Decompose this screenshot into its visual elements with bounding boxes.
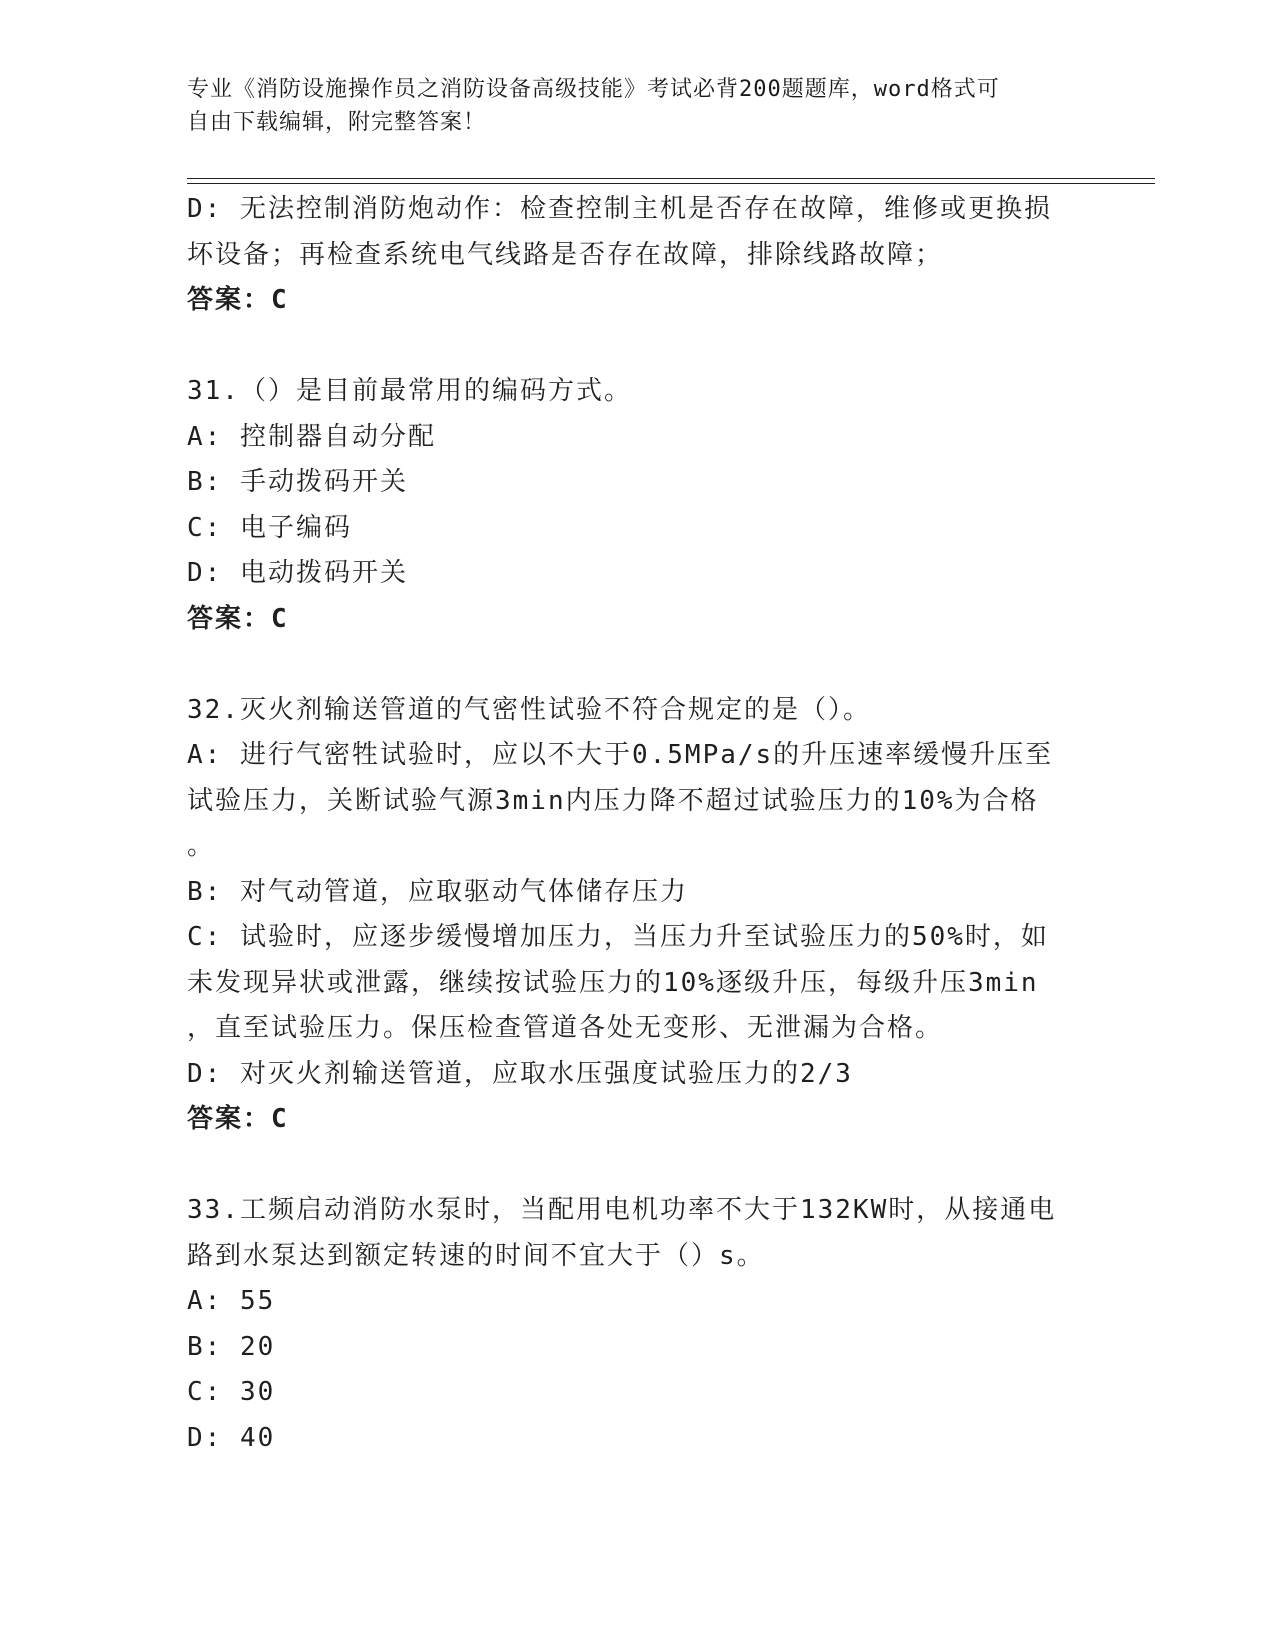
option-b: B: 20 bbox=[187, 1331, 276, 1362]
option-c: C: 试验时，应逐步缓慢增加压力，当压力升至试验压力的50%时，如 bbox=[187, 922, 1049, 952]
option-c: C: 电子编码 bbox=[187, 512, 352, 543]
answer-label: 答案：C bbox=[187, 603, 289, 634]
question-33 bbox=[187, 1188, 1087, 1461]
option-c: ，直至试验压力。保压检查管道各处无变形、无泄漏为合格。 bbox=[187, 1013, 944, 1043]
option-a: 。 bbox=[187, 831, 216, 861]
spacer bbox=[187, 324, 1087, 370]
header-rule-bottom bbox=[187, 183, 1155, 184]
option-d-line: 坏设备；再检查系统电气线路是否存在故障，排除线路故障； bbox=[187, 239, 944, 270]
question-stem: 路到水泵达到额定转速的时间不宜大于（）s。 bbox=[187, 1240, 765, 1271]
previous-question-tail bbox=[187, 187, 1087, 324]
option-c: C: 30 bbox=[187, 1377, 276, 1407]
option-b: B: 手动拨码开关 bbox=[187, 467, 408, 497]
header-rule-top bbox=[187, 178, 1155, 179]
answer-label: 答案：C bbox=[187, 1104, 289, 1134]
document-header bbox=[187, 73, 1077, 139]
option-a: A: 55 bbox=[187, 1286, 276, 1316]
question-stem: 33.工频启动消防水泵时，当配用电机功率不大于132KW时，从接通电 bbox=[187, 1195, 1057, 1225]
option-c: 未发现异状或泄露，继续按试验压力的10%逐级升压，每级升压3min bbox=[187, 967, 1039, 998]
option-d: D: 40 bbox=[187, 1422, 276, 1453]
option-b: B: 对气动管道，应取驱动气体储存压力 bbox=[187, 876, 688, 907]
option-a: 试验压力，关断试验气源3min内压力降不超过试验压力的10%为合格 bbox=[187, 785, 1039, 816]
option-a: A: 控制器自动分配 bbox=[187, 421, 436, 452]
header-line-2: 自由下载编辑，附完整答案！ bbox=[187, 110, 487, 135]
header-line-1: 专业《消防设施操作员之消防设备高级技能》考试必背200题题库，word格式可 bbox=[187, 77, 1000, 102]
question-32 bbox=[187, 688, 1087, 1143]
option-d-line: D: 无法控制消防炮动作：检查控制主机是否存在故障，维修或更换损 bbox=[187, 194, 1052, 224]
question-content bbox=[187, 187, 1087, 1461]
question-31 bbox=[187, 369, 1087, 642]
spacer bbox=[187, 642, 1087, 688]
question-stem: 32.灭火剂输送管道的气密性试验不符合规定的是（）。 bbox=[187, 694, 871, 725]
option-a: A: 进行气密牲试验时，应以不大于0.5MPa/s的升压速率缓慢升压至 bbox=[187, 740, 1054, 770]
option-d: D: 对灭火剂输送管道，应取水压强度试验压力的2/3 bbox=[187, 1058, 853, 1089]
question-stem: 31.（）是目前最常用的编码方式。 bbox=[187, 376, 632, 406]
spacer bbox=[187, 1143, 1087, 1189]
answer-label: 答案：C bbox=[187, 285, 289, 315]
option-d: D: 电动拨码开关 bbox=[187, 558, 408, 588]
